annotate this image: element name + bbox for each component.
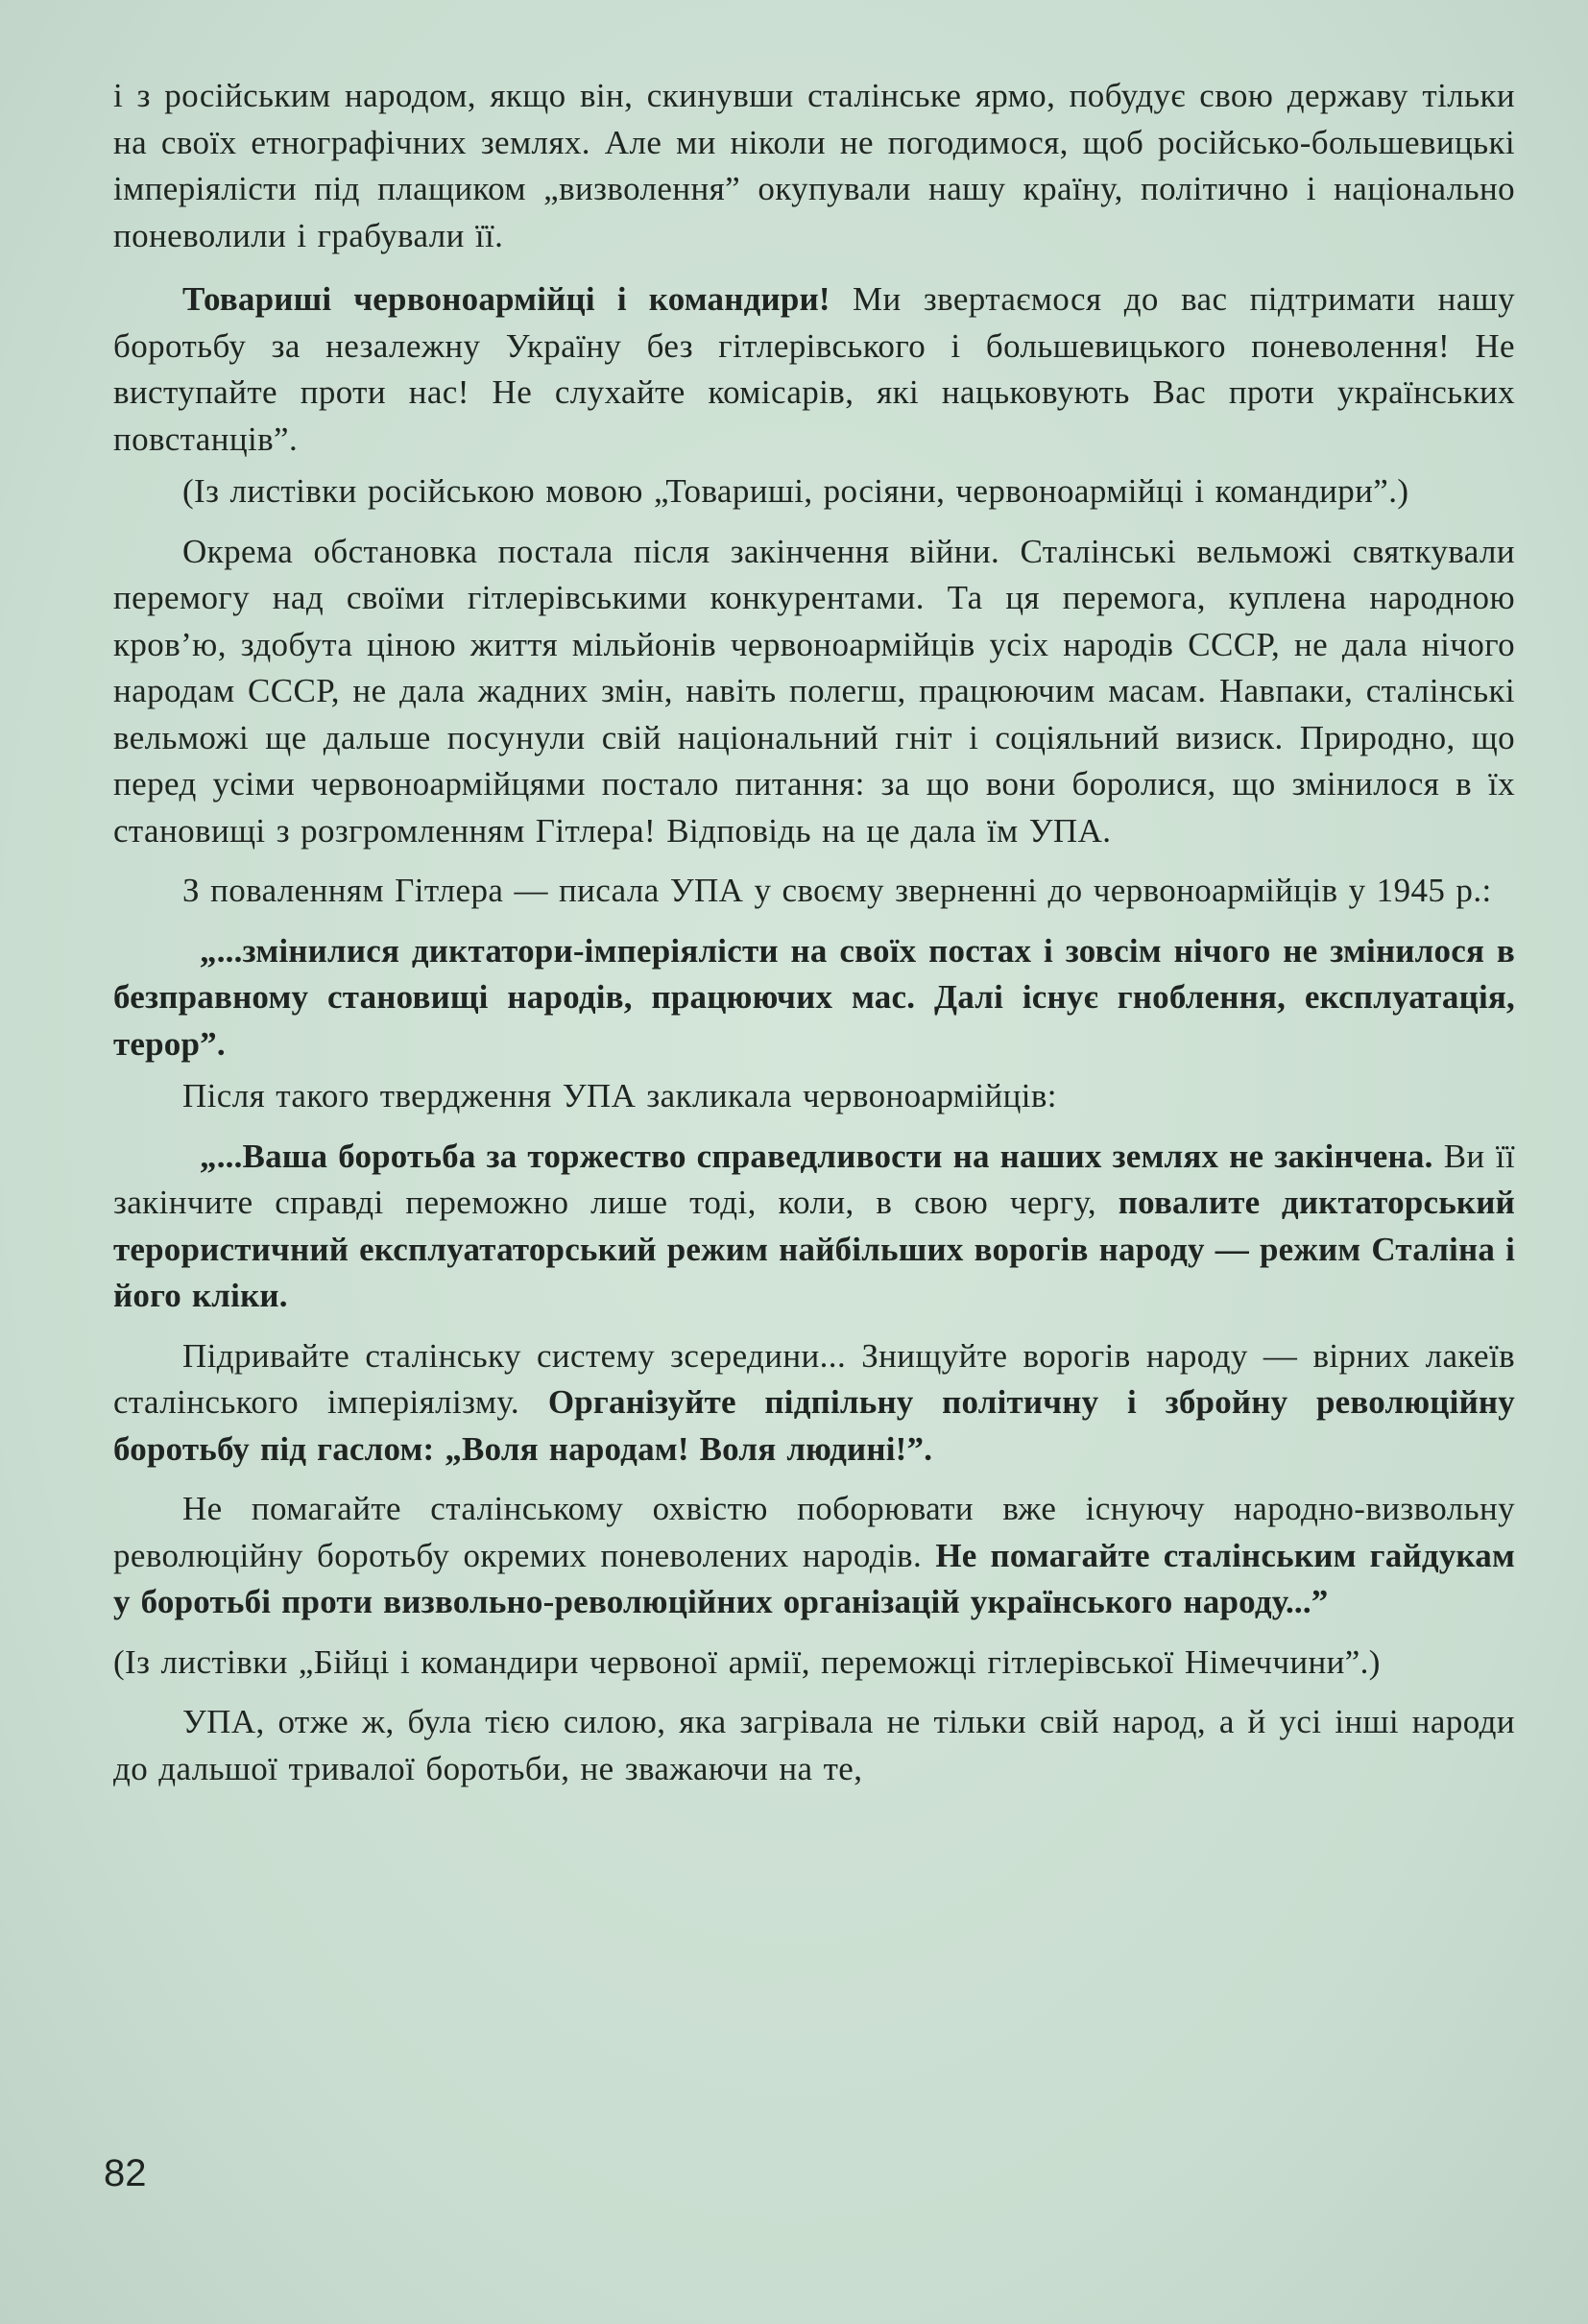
quote-struggle: „...Ваша боротьба за торжество справедливости на наших землях не закінчена. Ви її закінчите справді переможно лише тоді, коли, в свою чергу, повалите диктаторський терористичний експлуататорський режим найбільших ворогів народу — режим Сталіна і його кліки. bbox=[113, 1137, 1515, 1314]
paragraph-continuation: і з російським народом, якщо він, скинувши сталінське ярмо, побудує свою державу тільки на своїх етнографічних землях. Але ми ніколи не погодимося, щоб російсько-большевицькі імперіялісти під плащиком „визволення” окупували нашу країну, політично і національно поневолили і грабували її. bbox=[113, 77, 1515, 254]
page-number: 82 bbox=[104, 2152, 147, 2194]
source-note-1: (Із листівки російською мовою „Товариші, росіяни, червоноармійці і командири”.) bbox=[182, 472, 1409, 510]
bold-address: Товариші червоноармійці і командири! bbox=[182, 280, 830, 318]
quote-undermine: Підривайте сталінську систему зсередини... Знищуйте ворогів народу — вірних лакеїв сталінського імперіялізму. Організуйте підпільну політичну і збройну революційну боротьбу під гаслом: „Воля народам! Воля людині!”. bbox=[113, 1336, 1515, 1468]
paragraph-postwar: Окрема обстановка постала після закінчення війни. Сталінські вельможі святкували перемогу над своїми гітлерівськими конкурентами. Та ця перемога, куплена народною кров’ю, здобута ціною життя мільйонів червоноармійців усіх народів СССР, не дала нічого народам СССР, не дала жадних змін, навіть полегш, працюючим масам. Навпаки, сталінські вельможі ще дальше посунули свій національний гніт і соціяльний визиск. Природно, що перед усіми червоноармійцями постало питання: за що вони боролися, що змінилося в їх становищі з розгромленням Гітлера! Відповідь на це дала їм УПА. bbox=[113, 532, 1515, 850]
quote-dictators: „...змінилися диктатори-імперіялісти на своїх постах і зовсім нічого не змінилося в безправному становищі народів, працюючих мас. Далі існує гноблення, експлуатація, терор”. bbox=[113, 931, 1515, 1063]
source-note-2: (Із листівки „Бійці і командири червоної армії, переможці гітлерівської Німеччини”.) bbox=[113, 1642, 1381, 1681]
paragraph-conclusion: УПА, отже ж, була тією силою, яка загрівала не тільки свій народ, а й усі інші народи до дальшої тривалої боротьби, не зважаючи на те, bbox=[113, 1703, 1515, 1787]
paragraph-address: Товариші червоноармійці і командири! Ми звертаємося до вас підтримати нашу боротьбу за незалежну Україну без гітлерівського і большевицького поневолення! Не виступайте проти нас! Не слухайте комісарів, які нацьковують Вас проти українських повстанців”. bbox=[113, 280, 1515, 458]
body-text bbox=[113, 73, 1515, 1792]
quote-do-not-help: Не помагайте сталінському охвістю поборювати вже існуючу народно-визвольну революційну боротьбу окремих поневолених народів. Не помагайте сталінським гайдукам у боротьбі проти визвольно-революційних організацій українського народу...” bbox=[113, 1490, 1515, 1620]
paragraph-upa-appeal: З поваленням Гітлера — писала УПА у своєму зверненні до червоноармійців у 1945 р.: bbox=[182, 872, 1492, 909]
paragraph-after-statement: Після такого твердження УПА закликала червоноармійців: bbox=[182, 1077, 1057, 1114]
